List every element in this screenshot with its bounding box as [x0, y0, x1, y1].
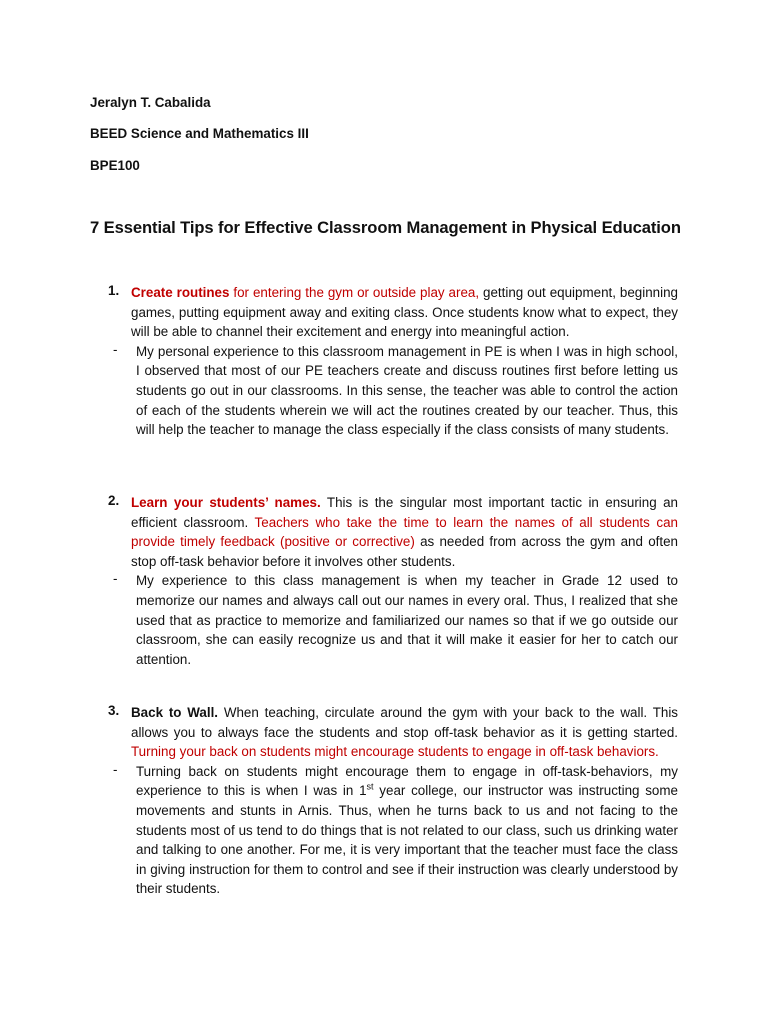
tip-paragraph	[131, 283, 678, 342]
comment-row	[108, 571, 678, 669]
tip-text: This is the singular most important tactic in ensuring an efficient classroom.	[131, 495, 678, 530]
comment-paragraph: My personal experience to this classroom management in PE is when I was in high school, I observed that most of our PE teachers create and discuss routines first before letting us students go out in our classrooms. In this sense, the teacher was able to control the action of each of the students wherein we will act the routines created by our teacher. Thus, this will help the teacher to manage the class especially if the class consists of many students.	[136, 343, 678, 438]
comment-row	[108, 342, 678, 440]
comment-paragraph	[136, 762, 678, 899]
comment-paragraph: My experience to this class management is when my teacher in Grade 12 used to memorize our names and always call out our names in every oral. Thus, I realized that she used that as practice to memorize and familiarized our names so that if we go outside our classroom, she can easily recognize us and that it will make it easier for her to catch our attention.	[136, 573, 678, 667]
tip-text: When teaching, circulate around the gym with your back to the wall. This allows you to always face the students and stop off-task behavior as it is getting started.	[131, 705, 679, 740]
tip-highlight: Teachers who take the time to learn the names of all students can provide timely feedback (positive or corrective)	[131, 514, 679, 550]
dash-bullet: -	[113, 571, 118, 587]
tip-text: getting out equipment, beginning games, putting equipment away and exiting class. Once students know what to expect, they will be able to channel their excitement and energy into meaningful action.	[131, 285, 678, 340]
document-title: 7 Essential Tips for Effective Classroom Management in Physical Education	[90, 218, 681, 237]
course-name: BEED Science and Mathematics III	[90, 126, 309, 141]
tip-highlight: for entering the gym or outside play area,	[229, 285, 480, 300]
comment-text: Turning back on students might encourage them to engage in off-task-behaviors, my experience to this is when I was in 1	[136, 763, 678, 799]
tip-number: 3.	[108, 703, 120, 718]
tip-paragraph	[131, 493, 678, 571]
course-code: BPE100	[90, 158, 140, 173]
dash-bullet: -	[113, 761, 118, 777]
author-name: Jeralyn T. Cabalida	[90, 95, 211, 110]
tip-number: 2.	[108, 493, 120, 508]
tip-item-1	[108, 283, 678, 440]
tip-item-3	[108, 703, 678, 899]
tip-item-2	[108, 493, 678, 669]
tip-highlight: Turning your back on students might encourage students to engage in off-task behaviors.	[131, 744, 659, 760]
comment-row	[108, 762, 678, 899]
tip-number: 1.	[108, 283, 120, 298]
ordinal-superscript: st	[366, 781, 374, 792]
dash-bullet: -	[113, 341, 118, 357]
tip-heading: Learn your students’ names.	[131, 495, 321, 510]
comment-text-end: year college, our instructor was instructing some movements and stunts in Arnis. Thus, when he turns back to us and not facing to the students most of us tend to do things that is not related to our class, such us drinking water and talking to one another. For me, it is very important that the teacher must face the class in giving instruction for them to control and see if their instruction was clearly understood by their students.	[136, 783, 678, 897]
tip-heading: Create routines	[131, 285, 230, 300]
tip-paragraph	[131, 703, 678, 762]
tip-text-end: as needed from across the gym and often stop off-task behavior before it involves other students.	[131, 534, 678, 569]
tip-heading: Back to Wall.	[131, 705, 219, 720]
